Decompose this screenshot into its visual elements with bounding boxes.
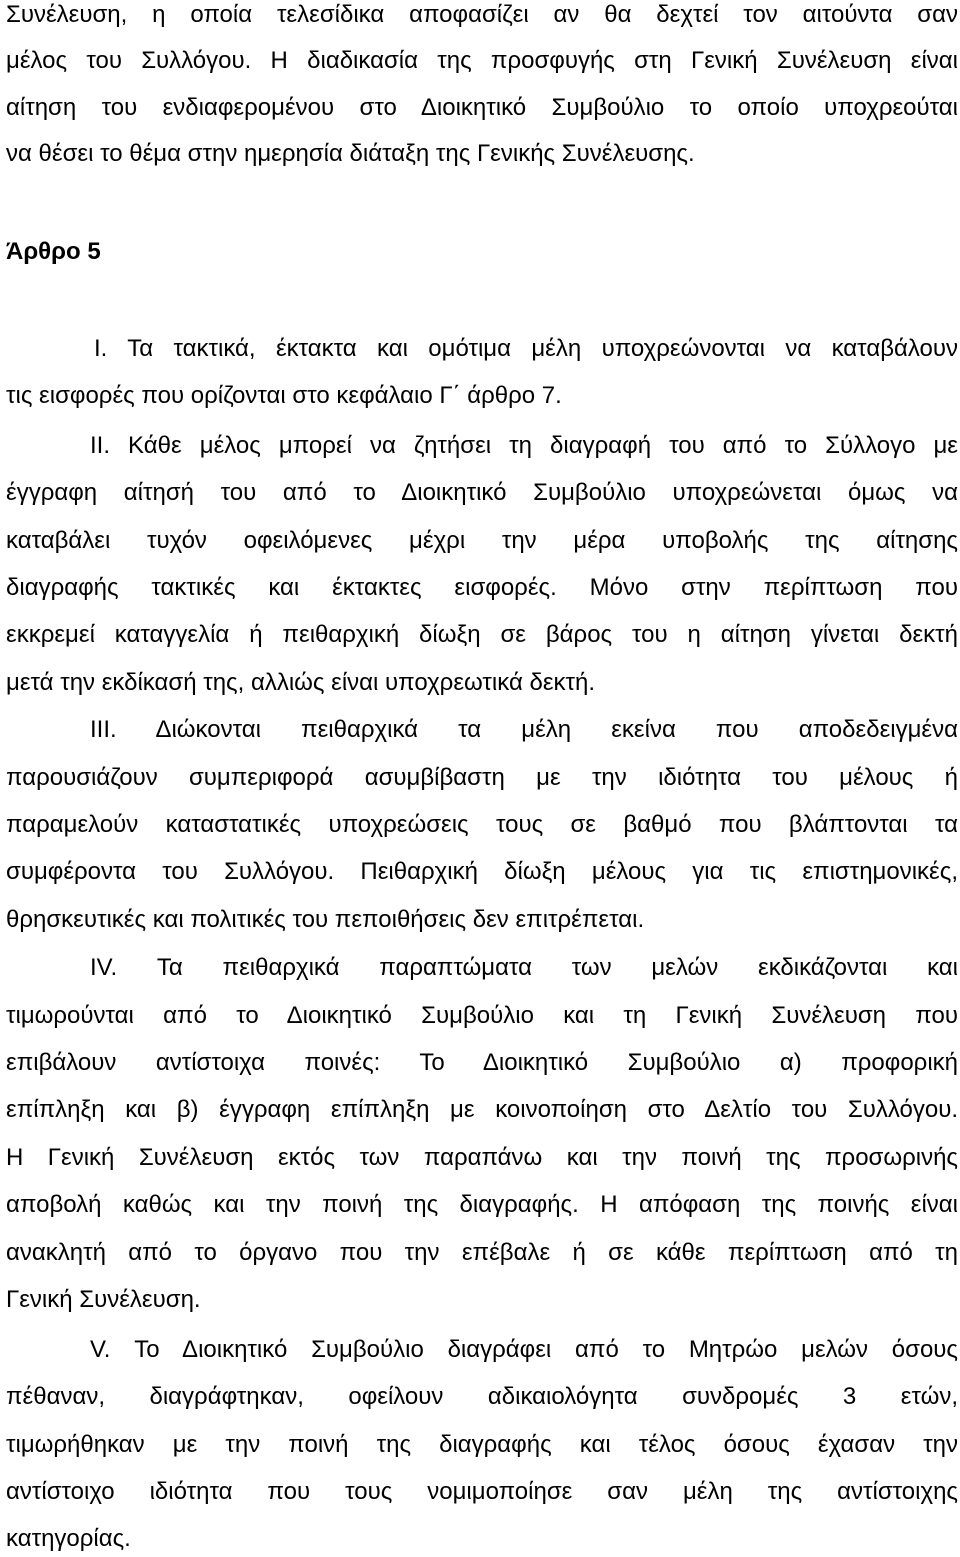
article-heading: Άρθρο 5 (6, 238, 101, 265)
para2-line-3: καταβάλει τυχόν οφειλόμενες μέχρι την μέρα υποβολής της αίτησης (6, 527, 958, 554)
para4-line-1: ΙV. Τα πειθαρχικά παραπτώματα των μελών εκδικάζονται και (90, 954, 958, 981)
para5-line-5: κατηγορίας. (6, 1525, 131, 1552)
para2-line-6: μετά την εκδίκασή της, αλλιώς είναι υποχρεωτικά δεκτή. (6, 669, 596, 696)
para2-line-1: ΙΙ. Κάθε μέλος μπορεί να ζητήσει τη διαγραφή του από το Σύλλογο με (90, 432, 958, 459)
para4-line-5: Η Γενική Συνέλευση εκτός των παραπάνω και την ποινή της προσωρινής (6, 1144, 958, 1171)
para4-line-4: επίπληξη και β) έγγραφη επίπληξη με κοινοποίηση στο Δελτίο του Συλλόγου. (6, 1096, 958, 1123)
para5-line-2: πέθαναν, διαγράφτηκαν, οφείλουν αδικαιολόγητα συνδρομές 3 ετών, (6, 1383, 958, 1410)
para3-line-4: συμφέροντα του Συλλόγου. Πειθαρχική δίωξη μέλους για τις επιστημονικές, (6, 858, 958, 885)
para1-line-1: Ι. Τα τακτικά, έκτακτα και ομότιμα μέλη υποχρεώνονται να καταβάλουν (94, 335, 958, 362)
para2-line-5: εκκρεμεί καταγγελία ή πειθαρχική δίωξη σε βάρος του η αίτηση γίνεται δεκτή (6, 621, 958, 648)
intro-line-3: αίτηση του ενδιαφερομένου στο Διοικητικό Συμβούλιο το οποίο υποχρεούται (6, 94, 958, 121)
para4-line-3: επιβάλουν αντίστοιχα ποινές: Το Διοικητικό Συμβούλιο α) προφορική (6, 1049, 958, 1076)
para4-line-7: ανακλητή από το όργανο που την επέβαλε ή σε κάθε περίπτωση από τη (6, 1239, 958, 1266)
intro-line-2: μέλος του Συλλόγου. Η διαδικασία της προσφυγής στη Γενική Συνέλευση είναι (6, 47, 958, 74)
para3-line-1: ΙΙΙ. Διώκονται πειθαρχικά τα μέλη εκείνα που αποδεδειγμένα (90, 716, 958, 743)
para4-line-6: αποβολή καθώς και την ποινή της διαγραφής. Η απόφαση της ποινής είναι (6, 1191, 958, 1218)
intro-line-4: να θέσει το θέμα στην ημερησία διάταξη της Γενικής Συνέλευσης. (6, 140, 695, 167)
para3-line-2: παρουσιάζουν συμπεριφορά ασυμβίβαστη με την ιδιότητα του μέλους ή (6, 764, 958, 791)
para5-line-1: V. Το Διοικητικό Συμβούλιο διαγράφει από το Μητρώο μελών όσους (90, 1336, 958, 1363)
para3-line-5: θρησκευτικές και πολιτικές του πεποιθήσεις δεν επιτρέπεται. (6, 906, 645, 933)
para5-line-3: τιμωρήθηκαν με την ποινή της διαγραφής και τέλος όσους έχασαν την (6, 1431, 958, 1458)
para2-line-2: έγγραφη αίτησή του από το Διοικητικό Συμβούλιο υποχρεώνεται όμως να (6, 479, 958, 506)
para4-line-2: τιμωρούνται από το Διοικητικό Συμβούλιο και τη Γενική Συνέλευση που (6, 1002, 958, 1029)
intro-line-1: Συνέλευση, η οποία τελεσίδικα αποφασίζει αν θα δεχτεί τον αιτούντα σαν (6, 1, 958, 28)
para4-line-8: Γενική Συνέλευση. (6, 1286, 201, 1313)
para2-line-4: διαγραφής τακτικές και έκτακτες εισφορές. Μόνο στην περίπτωση που (6, 574, 958, 601)
para3-line-3: παραμελούν καταστατικές υποχρεώσεις τους σε βαθμό που βλάπτονται τα (6, 811, 958, 838)
para5-line-4: αντίστοιχο ιδιότητα που τους νομιμοποίησε σαν μέλη της αντίστοιχης (6, 1478, 958, 1505)
para1-line-2: τις εισφορές που ορίζονται στο κεφάλαιο Γ΄ άρθρο 7. (6, 382, 562, 409)
